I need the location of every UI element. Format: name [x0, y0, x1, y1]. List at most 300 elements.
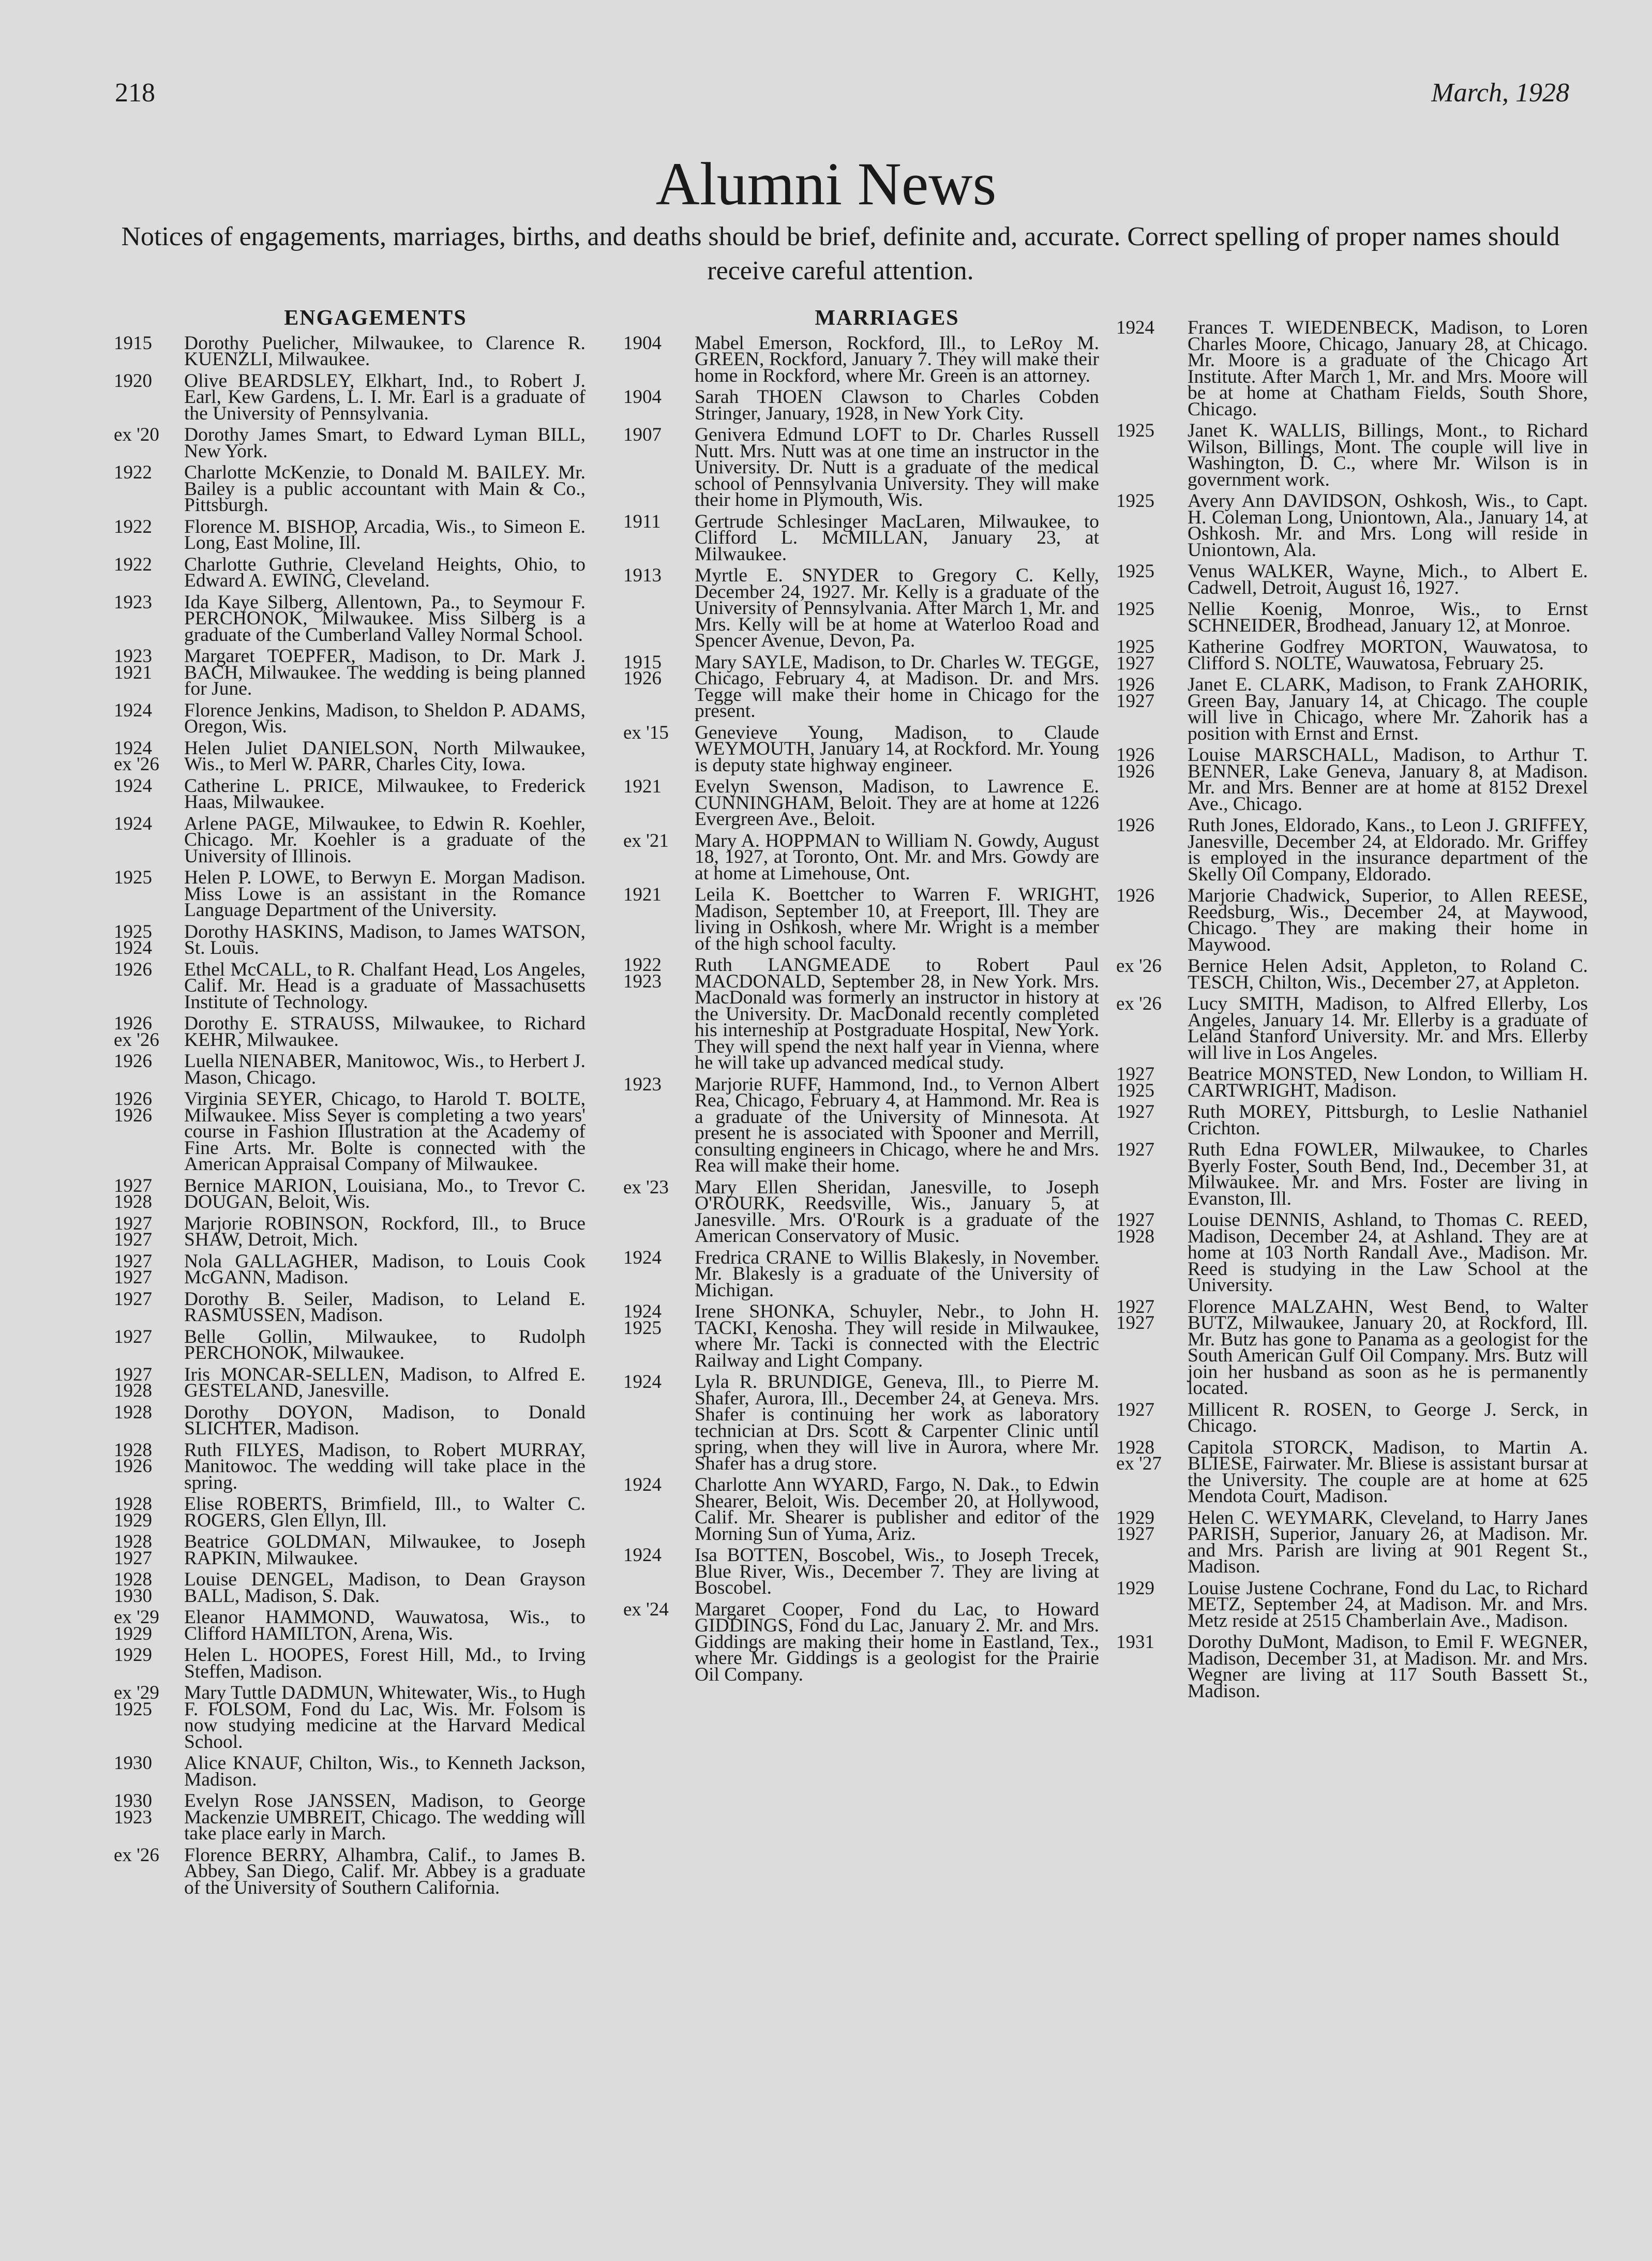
class-years: [114, 867, 184, 919]
notice-text: Mary A. HOPPMAN to William N. Gowdy, August 18, 1927, at Toronto, Ont. Mr. and Mrs. Gowdy are at home at Limehouse, Ont.: [695, 830, 1099, 884]
class-year: 1925: [1116, 561, 1154, 582]
class-years: [114, 1212, 184, 1250]
class-years: [623, 1547, 695, 1596]
engagements-column: [114, 306, 585, 1901]
class-year: ex '26: [1116, 955, 1162, 977]
class-years: [623, 424, 695, 508]
notice-entry: [623, 722, 1099, 776]
marriages-column: [623, 306, 1099, 1688]
class-years: [1116, 1631, 1188, 1699]
class-years: [1116, 636, 1188, 674]
class-years: [114, 1288, 184, 1324]
class-year: 1926: [114, 1051, 152, 1072]
class-year: 1927: [1116, 690, 1154, 712]
class-years: [114, 1013, 184, 1051]
notice-text: Genevieve Young, Madison, to Claude WEYMOUTH, January 14, at Rockford. Mr. Young is deputy state highway engineer.: [695, 722, 1099, 776]
class-years: [114, 813, 184, 865]
notice-entry: [1116, 1399, 1588, 1436]
notice-entry: [114, 1609, 585, 1642]
notice-entry: [114, 424, 585, 462]
notice-text: Evelyn Swenson, Madison, to Lawrence E. CUNNINGHAM, Beloit. They are at home at 1226 Evergreen Ave., Beloit.: [695, 776, 1099, 830]
class-year: 1907: [623, 424, 662, 445]
notice-entry: [114, 1790, 585, 1844]
class-years: [1116, 420, 1188, 488]
class-year: 1927: [1116, 1064, 1154, 1085]
class-year: 1927: [114, 1229, 152, 1250]
section-heading: ENGAGEMENTS: [284, 306, 467, 330]
class-year: 1930: [114, 1753, 152, 1774]
class-years: [623, 1301, 695, 1369]
class-years: [114, 1175, 184, 1212]
notice-text: Florence BERRY, Alhambra, Calif., to James B. Abbey, San Diego, Calif. Mr. Abbey is a graduate of the University of Southern California.: [184, 1844, 585, 1898]
notice-entry: [1116, 1577, 1588, 1631]
notice-text: Genivera Edmund LOFT to Dr. Charles Russell Nutt. Mrs. Nutt was at one time an instructor in the University. Dr. Nutt is a graduate of the medical school of Pennsylvania University. They will make their home in Plymouth, Wis.: [695, 424, 1099, 511]
notice-entry: [623, 651, 1099, 722]
notice-entry: [114, 648, 585, 697]
class-year: 1924: [114, 737, 152, 759]
notice-text: Nellie Koenig, Monroe, Wis., to Ernst SCHNEIDER, Brodhead, January 12, at Monroe.: [1188, 598, 1588, 636]
class-year: ex '26: [1116, 993, 1162, 1014]
class-year: 1928: [114, 1531, 152, 1552]
class-years: [114, 1790, 184, 1842]
notice-entry: [1116, 1507, 1588, 1577]
class-years: [623, 884, 695, 952]
class-year: 1926: [1116, 674, 1154, 695]
class-year: 1927: [114, 1326, 152, 1347]
class-year: 1928: [114, 1380, 152, 1401]
notice-text: Ruth LANGMEADE to Robert Paul MACDONALD, September 28, in New York. Mrs. MacDonald was formerly an instructor in history at the University. Dr. MacDonald recently completed his interneship at Postgraduate Hospital, New York. They will spend the next half year in Vienna, where he will take up advanced medical study.: [695, 954, 1099, 1073]
notice-entry: [1116, 885, 1588, 955]
notice-text: Louise DENGEL, Madison, to Dean Grayson BALL, Madison, S. Dak.: [184, 1569, 585, 1607]
class-year: 1923: [114, 591, 152, 613]
class-years: [1116, 817, 1188, 882]
class-year: 1926: [1116, 885, 1154, 906]
class-years: [114, 1569, 184, 1607]
class-years: [114, 1088, 184, 1173]
notice-entry: [1116, 815, 1588, 885]
class-year: 1911: [623, 511, 661, 532]
notice-entry: [114, 813, 585, 867]
notice-text: Ruth FILYES, Madison, to Robert MURRAY, Manitowoc. The wedding will take place in the spring.: [184, 1439, 585, 1493]
class-year: 1922: [114, 516, 152, 537]
notice-text: Beatrice GOLDMAN, Milwaukee, to Joseph RAPKIN, Milwaukee.: [184, 1531, 585, 1569]
class-year: 1927: [1116, 1296, 1154, 1317]
class-years: [114, 1364, 184, 1401]
class-year: 1928: [1116, 1225, 1154, 1247]
class-year: 1927: [1116, 1312, 1154, 1334]
notice-entry: [623, 567, 1099, 649]
class-year: 1923: [623, 970, 662, 992]
notice-entry: [114, 1493, 585, 1531]
class-year: ex '29: [114, 1607, 159, 1628]
class-years: [114, 1844, 184, 1896]
class-years: [114, 1439, 184, 1491]
class-years: [1116, 1399, 1188, 1434]
class-years: [114, 1609, 184, 1642]
class-year: 1928: [114, 1493, 152, 1515]
notice-entry: [623, 424, 1099, 511]
notice-entry: [114, 1401, 585, 1439]
notice-entry: [1116, 1139, 1588, 1209]
notice-text: Mary Ellen Sheridan, Janesville, to Joseph O'ROURK, Reedsville, Wis., January 5, at Janesville. Mrs. O'Rourk is a graduate of the American Conservatory of Music.: [695, 1176, 1099, 1247]
class-year: 1923: [114, 646, 152, 667]
notice-text: Margaret Cooper, Fond du Lac, to Howard GIDDINGS, Fond du Lac, January 2. Mr. and Mrs. Giddings are making their home in Eastland, Tex., where Mr. Giddings is a geologist for the Prairie Oil Company.: [695, 1598, 1099, 1685]
class-years: [1116, 955, 1188, 991]
class-years: [1116, 563, 1188, 596]
notice-entry: [1116, 955, 1588, 993]
class-years: [114, 516, 184, 551]
notice-text: Lucy SMITH, Madison, to Alfred Ellerby, Los Angeles, January 14. Mr. Ellerby is a graduate of Leland Stanford University. Mr. and Mrs. Ellerby will live in Los Angeles.: [1188, 993, 1588, 1064]
class-year: ex '26: [114, 754, 159, 775]
notice-text: Fredrica CRANE to Willis Blakesly, in November. Mr. Blakesly is a graduate of the University of Michigan.: [695, 1247, 1099, 1301]
notice-text: Bernice Helen Adsit, Appleton, to Roland C. TESCH, Chilton, Wis., December 27, at Appleton.: [1188, 955, 1588, 993]
notice-text: Olive BEARDSLEY, Elkhart, Ind., to Robert J. Earl, Kew Gardens, L. I. Mr. Earl is a graduate of the University of Pennsylvania.: [184, 370, 585, 424]
class-year: 1913: [623, 565, 662, 586]
class-years: [114, 699, 184, 735]
class-years: [623, 332, 695, 384]
notice-text: Catherine L. PRICE, Milwaukee, to Frederick Haas, Milwaukee.: [184, 775, 585, 813]
class-years: [114, 648, 184, 697]
class-year: 1920: [114, 370, 152, 392]
notice-text: Mary SAYLE, Madison, to Dr. Charles W. TEGGE, Chicago, February 4, at Madison. Dr. and Mrs. Tegge will make their home in Chicago for the present.: [695, 651, 1099, 722]
notice-entry: [114, 516, 585, 553]
notice-entry: [1116, 563, 1588, 596]
notice-text: Charlotte McKenzie, to Donald M. BAILEY. Mr. Bailey is a public accountant with Main & Co., Pittsburgh.: [184, 462, 585, 516]
notice-entry: [1116, 744, 1588, 815]
notice-entry: [623, 954, 1099, 1073]
notice-text: Janet K. WALLIS, Billings, Mont., to Richard Wilson, Billings, Mont. The couple will live in Washington, D. C., where Mr. Wilson is in government work.: [1188, 420, 1588, 490]
class-year: ex '21: [623, 830, 669, 851]
notice-text: Beatrice MONSTED, New London, to William H. CARTWRIGHT, Madison.: [1188, 1064, 1588, 1101]
class-year: 1926: [623, 668, 662, 689]
class-years: [1116, 598, 1188, 634]
notice-text: Eleanor HAMMOND, Wauwatosa, Wis., to Clifford HAMILTON, Arena, Wis.: [184, 1607, 585, 1644]
class-year: 1929: [1116, 1577, 1154, 1599]
class-year: 1928: [1116, 1436, 1154, 1458]
notice-entry: [623, 884, 1099, 954]
class-year: 1925: [114, 1698, 152, 1720]
class-years: [114, 921, 184, 959]
class-year: 1924: [1116, 317, 1154, 338]
notice-text: Arlene PAGE, Milwaukee, to Edwin R. Koehler, Chicago. Mr. Koehler is a graduate of the University of Illinois.: [184, 813, 585, 867]
notice-text: Helen Juliet DANIELSON, North Milwaukee, Wis., to Merl W. PARR, Charles City, Iowa.: [184, 737, 585, 775]
class-years: [623, 1598, 695, 1683]
class-year: 1927: [1116, 1523, 1154, 1545]
class-year: 1926: [114, 1456, 152, 1477]
class-year: 1927: [114, 1547, 152, 1569]
class-year: 1923: [623, 1073, 662, 1095]
class-year: 1927: [1116, 1139, 1154, 1160]
class-year: 1924: [114, 813, 152, 834]
class-years: [114, 775, 184, 811]
notice-text: Dorothy E. STRAUSS, Milwaukee, to Richard KEHR, Milwaukee.: [184, 1013, 585, 1051]
class-year: 1927: [1116, 1101, 1154, 1122]
notice-entry: [114, 1250, 585, 1288]
class-years: [623, 778, 695, 828]
notice-text: Venus WALKER, Wayne, Mich., to Albert E. Cadwell, Detroit, August 16, 1927.: [1188, 561, 1588, 598]
issue-date: March, 1928: [1431, 78, 1569, 108]
class-year: 1926: [1116, 815, 1154, 836]
class-year: 1922: [623, 954, 662, 976]
notice-entry: [623, 386, 1099, 424]
class-year: 1925: [1116, 636, 1154, 657]
notice-text: Katherine Godfrey MORTON, Wauwatosa, to Clifford S. NOLTE, Wauwatosa, February 25.: [1188, 636, 1588, 674]
class-year: 1922: [114, 553, 152, 575]
notice-entry: [114, 1531, 585, 1569]
notice-text: Lyla R. BRUNDIGE, Geneva, Ill., to Pierre M. Shafer, Aurora, Ill., December 24, at Geneva. Mrs. Shafer is continuing her work as laboratory technician at Drs. Scott & Carpenter Clinic until spring, when they will live in Aurora, where Mr. Shafer has a drug store.: [695, 1371, 1099, 1474]
class-years: [1116, 1101, 1188, 1136]
class-year: 1927: [1116, 652, 1154, 674]
class-year: 1924: [114, 775, 152, 797]
notice-entry: [114, 1364, 585, 1401]
class-years: [1116, 1507, 1188, 1575]
class-years: [623, 830, 695, 882]
class-years: [1116, 885, 1188, 953]
notice-text: Leila K. Boettcher to Warren F. WRIGHT, Madison, September 10, at Freeport, Ill. They are living in Oshkosh, where Mr. Wright is a member of the high school faculty.: [695, 884, 1099, 954]
notice-entry: [1116, 1436, 1588, 1507]
class-year: 1925: [623, 1317, 662, 1339]
notice-text: Iris MONCAR-SELLEN, Madison, to Alfred E. GESTELAND, Janesville.: [184, 1364, 585, 1401]
class-years: [114, 1401, 184, 1437]
notice-entry: [114, 553, 585, 591]
notice-entry: [114, 462, 585, 516]
notice-text: Dorothy Puelicher, Milwaukee, to Clarence R. KUENZLI, Milwaukee.: [184, 332, 585, 370]
notice-entry: [623, 1547, 1099, 1596]
class-year: 1926: [114, 1104, 152, 1126]
class-year: 1929: [1116, 1507, 1154, 1529]
notice-entry: [114, 1326, 585, 1364]
class-year: 1922: [114, 462, 152, 483]
class-year: 1925: [1116, 598, 1154, 620]
notice-entry: [623, 511, 1099, 565]
notice-text: Evelyn Rose JANSSEN, Madison, to George Mackenzie UMBREIT, Chicago. The wedding will take place early in March.: [184, 1790, 585, 1844]
notice-entry: [623, 830, 1099, 884]
class-year: 1925: [1116, 1080, 1154, 1101]
notice-entry: [114, 1644, 585, 1682]
class-years: [114, 1493, 184, 1531]
notice-text: Florence MALZAHN, West Bend, to Walter BUTZ, Milwaukee, January 20, at Rockford, Ill. Mr. Butz has gone to Panama as a geologist for the South American Gulf Oil Company. Mrs. Butz will join her husband as soon as he is permanently located.: [1188, 1296, 1588, 1399]
notice-text: Louise Justene Cochrane, Fond du Lac, to Richard METZ, September 24, at Madison. Mr. and Mrs. Metz reside at 2515 Chamberlain Ave., Madison.: [1188, 1577, 1588, 1631]
class-year: 1915: [114, 332, 152, 354]
class-years: [114, 1053, 184, 1086]
class-year: 1924: [114, 699, 152, 721]
notice-text: Frances T. WIEDENBECK, Madison, to Loren Charles Moore, Chicago, January 28, at Chicago. Mr. Moore is a graduate of the Chicago Art Institute. After March 1, Mr. and Mrs. Moore will be at home at Chatham Fields, South Shore, Chicago.: [1188, 317, 1588, 420]
class-year: 1926: [114, 1013, 152, 1034]
class-year: 1928: [114, 1191, 152, 1212]
class-year: 1930: [114, 1790, 152, 1811]
notice-entry: [623, 1247, 1099, 1301]
notice-text: Dorothy HASKINS, Madison, to James WATSON, St. Louis.: [184, 921, 585, 959]
notice-text: Helen C. WEYMARK, Cleveland, to Harry Janes PARISH, Superior, January 26, at Madison. Mr. and Mrs. Parish are living at 901 Regent St., Madison.: [1188, 1507, 1588, 1577]
notice-text: Nola GALLAGHER, Madison, to Louis Cook McGANN, Madison.: [184, 1250, 585, 1288]
class-year: 1928: [114, 1401, 152, 1423]
class-year: 1924: [623, 1371, 662, 1392]
notice-text: Ruth MOREY, Pittsburgh, to Leslie Nathaniel Crichton.: [1188, 1101, 1588, 1139]
class-year: 1929: [114, 1509, 152, 1531]
notice-text: Marjorie RUFF, Hammond, Ind., to Vernon Albert Rea, Chicago, February 4, at Hammond. Mr. Rea is a graduate of the University of Minnesota. At present he is associated with Spooner and Merrill, consulting engineers in Chicago, where he and Mrs. Rea will make their home.: [695, 1073, 1099, 1176]
notice-text: Florence M. BISHOP, Arcadia, Wis., to Simeon E. Long, East Moline, Ill.: [184, 516, 585, 553]
class-year: 1924: [623, 1474, 662, 1495]
class-year: 1926: [1116, 744, 1154, 766]
notice-entry: [114, 1682, 585, 1753]
notice-entry: [1116, 1066, 1588, 1099]
class-years: [114, 370, 184, 422]
class-year: 1925: [1116, 490, 1154, 512]
notice-entry: [114, 959, 585, 1013]
class-years: [114, 553, 184, 589]
notice-text: Charlotte Guthrie, Cleveland Heights, Ohio, to Edward A. EWING, Cleveland.: [184, 553, 585, 591]
notice-entry: [623, 1073, 1099, 1176]
notice-text: Luella NIENABER, Manitowoc, Wis., to Herbert J. Mason, Chicago.: [184, 1051, 585, 1088]
notice-entry: [114, 1844, 585, 1898]
intro-notice: Notices of engagements, marriages, births, and deaths should be brief, definite and, accurate. Correct spelling of proper names should receive careful attention.: [121, 222, 1560, 286]
class-years: [114, 591, 184, 643]
class-years: [623, 722, 695, 774]
notice-text: Myrtle E. SNYDER to Gregory C. Kelly, December 24, 1927. Mr. Kelly is a graduate of the University of Pennsylvania. After March 1, Mr. and Mrs. Kelly will be at home at Waterloo Road and Spencer Avenue, Devon, Pa.: [695, 565, 1099, 651]
notice-entry: [623, 1371, 1099, 1474]
class-years: [1116, 1066, 1188, 1099]
class-year: ex '15: [623, 722, 669, 743]
class-year: ex '24: [623, 1598, 669, 1620]
notice-entry: [623, 1474, 1099, 1545]
notice-entry: [114, 1013, 585, 1051]
notice-entry: [114, 1569, 585, 1607]
notice-entry: [114, 1755, 585, 1788]
class-years: [1116, 1296, 1188, 1397]
class-year: ex '27: [1116, 1453, 1162, 1474]
class-year: 1927: [114, 1175, 152, 1196]
notice-text: Dorothy DuMont, Madison, to Emil F. WEGNER, Madison, December 31, at Madison. Mr. and Mrs. Wegner are living at 117 South Bassett St., Madison.: [1188, 1631, 1588, 1702]
class-year: 1921: [623, 776, 662, 797]
notice-entry: [114, 867, 585, 921]
class-years: [114, 1682, 184, 1750]
notice-entry: [114, 1288, 585, 1326]
class-years: [1116, 317, 1188, 417]
class-year: ex '26: [114, 1844, 159, 1866]
notice-entry: [623, 1301, 1099, 1371]
notice-entry: [1116, 1631, 1588, 1702]
notice-text: Margaret TOEPFER, Madison, to Dr. Mark J. BACH, Milwaukee. The wedding is being planned for June.: [184, 646, 585, 699]
notice-text: Louise MARSCHALL, Madison, to Arthur T. BENNER, Lake Geneva, January 8, at Madison. Mr. and Mrs. Benner are at home at 8152 Drexel Ave., Chicago.: [1188, 744, 1588, 815]
class-years: [623, 1474, 695, 1542]
notice-entry: [114, 1212, 585, 1250]
class-year: 1928: [114, 1569, 152, 1590]
class-year: 1925: [114, 867, 152, 888]
class-years: [623, 386, 695, 422]
class-year: 1927: [114, 1364, 152, 1385]
class-years: [1116, 1577, 1188, 1629]
class-year: 1930: [114, 1585, 152, 1607]
class-years: [1116, 1139, 1188, 1207]
class-years: [114, 1326, 184, 1361]
notice-entry: [1116, 490, 1588, 561]
notice-text: Elise ROBERTS, Brimfield, Ill., to Walter C. ROGERS, Glen Ellyn, Ill.: [184, 1493, 585, 1531]
notice-text: Bernice MARION, Louisiana, Mo., to Trevor C. DOUGAN, Beloit, Wis.: [184, 1175, 585, 1212]
class-year: 1931: [1116, 1631, 1154, 1653]
class-year: 1924: [623, 1301, 662, 1322]
notice-text: Mary Tuttle DADMUN, Whitewater, Wis., to Hugh F. FOLSOM, Fond du Lac, Wis. Mr. Folsom is now studying medicine at the Harvard Medical School.: [184, 1682, 585, 1753]
notice-entry: [114, 591, 585, 646]
notice-entry: [623, 778, 1099, 828]
class-years: [1116, 1436, 1188, 1505]
class-year: 1923: [114, 1806, 152, 1828]
notice-entry: [1116, 1296, 1588, 1399]
notice-text: Belle Gollin, Milwaukee, to Rudolph PERCHONOK, Milwaukee.: [184, 1326, 585, 1364]
class-year: 1904: [623, 386, 662, 408]
page-title: Alumni News: [655, 150, 997, 218]
class-year: 1925: [1116, 420, 1154, 441]
notice-entry: [1116, 1101, 1588, 1139]
class-year: 1921: [114, 662, 152, 683]
class-year: 1927: [114, 1288, 152, 1310]
class-year: ex '26: [114, 1029, 159, 1051]
class-years: [114, 737, 184, 775]
notice-text: Marjorie ROBINSON, Rockford, Ill., to Bruce SHAW, Detroit, Mich.: [184, 1212, 585, 1250]
class-year: 1904: [623, 332, 662, 354]
class-years: [623, 651, 695, 720]
class-year: ex '29: [114, 1682, 159, 1703]
notice-entry: [1116, 674, 1588, 744]
notice-text: Janet E. CLARK, Madison, to Frank ZAHORIK, Green Bay, January 14, at Chicago. The couple will live in Chicago, where Mr. Zahorik has a position with Ernst and Ernst.: [1188, 674, 1588, 744]
class-year: 1927: [114, 1212, 152, 1234]
class-year: 1927: [114, 1267, 152, 1288]
class-year: 1925: [114, 921, 152, 942]
notice-entry: [623, 332, 1099, 386]
class-year: 1926: [114, 1088, 152, 1110]
class-years: [623, 1176, 695, 1245]
class-year: 1929: [114, 1623, 152, 1644]
class-year: 1927: [1116, 1209, 1154, 1231]
notice-text: Dorothy DOYON, Madison, to Donald SLICHTER, Madison.: [184, 1401, 585, 1439]
section-heading: MARRIAGES: [815, 306, 959, 330]
class-years: [623, 1371, 695, 1472]
notice-text: Ruth Edna FOWLER, Milwaukee, to Charles Byerly Foster, South Bend, Ind., December 31, at Milwaukee. Mr. and Mrs. Foster are living in Evanston, Ill.: [1188, 1139, 1588, 1209]
class-year: 1927: [114, 1250, 152, 1272]
class-year: 1921: [623, 884, 662, 905]
notice-text: Irene SHONKA, Schuyler, Nebr., to John H. TACKI, Kenosha. They will reside in Milwaukee, where Mr. Tacki is connected with the Electric Railway and Light Company.: [695, 1301, 1099, 1371]
class-year: ex '20: [114, 424, 159, 445]
notice-text: Helen L. HOOPES, Forest Hill, Md., to Irving Steffen, Madison.: [184, 1644, 585, 1682]
class-year: 1926: [114, 959, 152, 980]
notice-entry: [1116, 993, 1588, 1064]
notice-text: Millicent R. ROSEN, to George J. Serck, in Chicago.: [1188, 1399, 1588, 1436]
class-years: [114, 332, 184, 368]
notice-text: Isa BOTTEN, Boscobel, Wis., to Joseph Trecek, Blue River, Wis., December 7. They are living at Boscobel.: [695, 1545, 1099, 1598]
notice-entry: [1116, 598, 1588, 636]
class-year: 1927: [1116, 1399, 1154, 1420]
notice-entry: [114, 370, 585, 424]
notice-text: Florence Jenkins, Madison, to Sheldon P. ADAMS, Oregon, Wis.: [184, 699, 585, 737]
class-year: 1915: [623, 651, 662, 673]
notice-entry: [1116, 420, 1588, 490]
notice-entry: [114, 1053, 585, 1086]
notice-entry: [623, 1176, 1099, 1247]
class-years: [623, 954, 695, 1071]
notice-entry: [114, 775, 585, 813]
notice-text: Louise DENNIS, Ashland, to Thomas C. REED, Madison, December 24, at Ashland. They are at home at 103 North Randall Ave., Madison. Mr. Reed is studying in the Law School at the University.: [1188, 1209, 1588, 1296]
notice-text: Virginia SEYER, Chicago, to Harold T. BOLTE, Milwaukee. Miss Seyer is completing a two years' course in Fashion Illustration at the Academy of Fine Arts. Mr. Bolte is connected with the American Appraisal Company of Milwaukee.: [184, 1088, 585, 1175]
notice-text: Mabel Emerson, Rockford, Ill., to LeRoy M. GREEN, Rockford, January 7. They will make their home in Rockford, where Mr. Green is an attorney.: [695, 332, 1099, 386]
notice-entry: [1116, 1209, 1588, 1296]
class-year: ex '23: [623, 1176, 669, 1198]
notice-text: Sarah THOEN Clawson to Charles Cobden Stringer, January, 1928, in New York City.: [695, 386, 1099, 424]
notice-text: Ethel McCALL, to R. Chalfant Head, Los Angeles, Calif. Mr. Head is a graduate of Massachusetts Institute of Technology.: [184, 959, 585, 1013]
notice-text: Charlotte Ann WYARD, Fargo, N. Dak., to Edwin Shearer, Beloit, Wis. December 20, at Hollywood, Calif. Mr. Shearer is publisher and editor of the Morning Sun of Yuma, Ariz.: [695, 1474, 1099, 1545]
class-years: [623, 567, 695, 649]
notice-entry: [1116, 317, 1588, 420]
notice-entry: [114, 1439, 585, 1493]
notice-text: Ida Kaye Silberg, Allentown, Pa., to Seymour F. PERCHONOK, Milwaukee. Miss Silberg is a graduate of the Cumberland Valley Normal School.: [184, 591, 585, 646]
